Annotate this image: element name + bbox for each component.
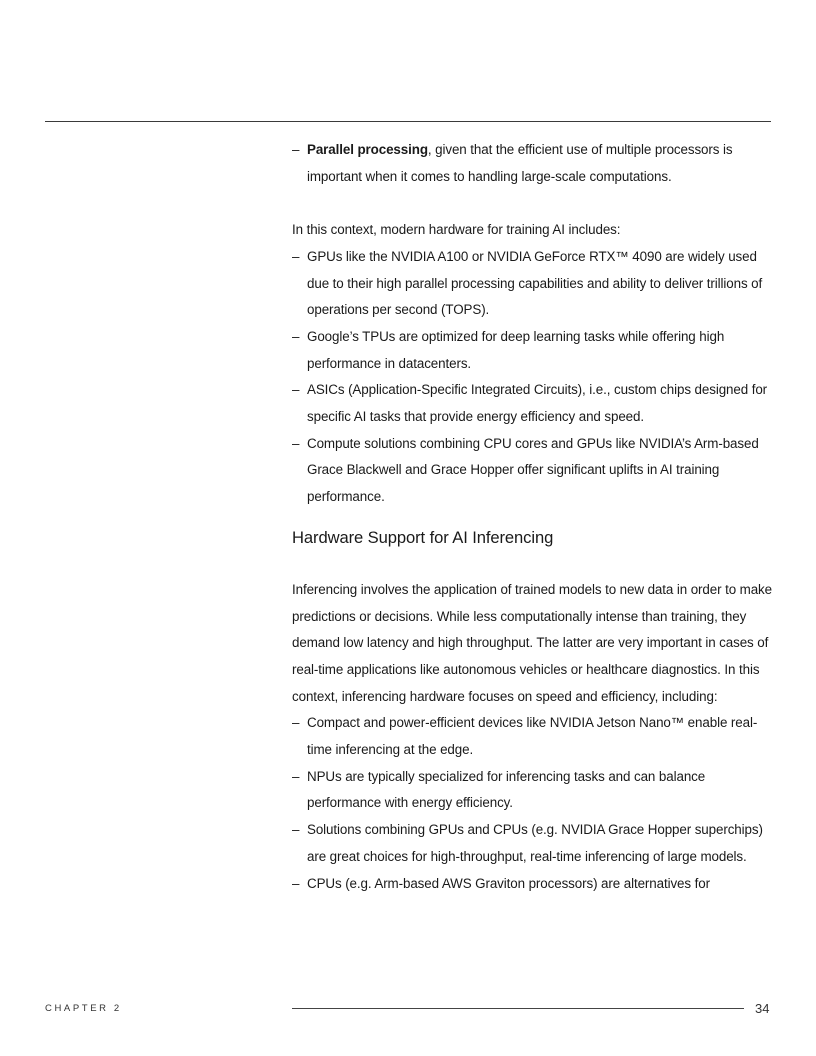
bullet-dash: – (292, 435, 300, 451)
bullet-text: Compute solutions combining CPU cores and GPUs like NVIDIA’s Arm-based Grace Blackwell and Grace Hopper offer significant uplifts in AI training performance. (307, 435, 759, 505)
training-bullet-list (292, 244, 774, 511)
bullet-text: CPUs (e.g. Arm-based AWS Graviton processors) are alternatives for (307, 875, 710, 891)
footer-chapter-label: CHAPTER 2 (45, 1003, 122, 1014)
section-heading: Hardware Support for AI Inferencing (292, 527, 554, 547)
inferencing-bullet-list (292, 710, 774, 897)
bullet-text: Google’s TPUs are optimized for deep learning tasks while offering high performance in datacenters. (307, 328, 725, 371)
bullet-dash: – (292, 822, 300, 838)
bullet-dash: – (292, 142, 300, 157)
list-item (292, 871, 774, 898)
page-number: 34 (755, 1001, 770, 1016)
list-item (292, 324, 774, 377)
list-item (292, 137, 774, 190)
bullet-dash: – (292, 875, 300, 891)
bullet-dash: – (292, 328, 300, 344)
bullet-text: NPUs are typically specialized for inferencing tasks and can balance performance with energy efficiency. (307, 768, 706, 811)
list-item (292, 431, 774, 511)
page-content (292, 137, 774, 897)
bullet-text: Compact and power-efficient devices like NVIDIA Jetson Nano™ enable real-time inferencing at the edge. (307, 715, 758, 758)
bullet-dash: – (292, 248, 300, 264)
intro-bullet-list (292, 137, 774, 190)
bullet-text: ASICs (Application-Specific Integrated Circuits), i.e., custom chips designed for specific AI tasks that provide energy efficiency and speed. (307, 382, 768, 425)
bullet-text: Solutions combining GPUs and CPUs (e.g. NVIDIA Grace Hopper superchips) are great choices for high-throughput, real-time inferencing of large models. (307, 822, 763, 864)
list-item (292, 764, 774, 817)
list-item (292, 244, 774, 324)
footer-divider (292, 1008, 744, 1009)
header-divider (45, 121, 771, 122)
list-item (292, 377, 774, 430)
bullet-dash: – (292, 382, 300, 398)
inferencing-paragraph: Inferencing involves the application of trained models to new data in order to make predictions or decisions. While less computationally intense than training, they demand low latency and high throughput. The latter are very important in cases of real-time applications like autonomous vehicles or healthcare diagnostics. In this context, inferencing hardware focuses on speed and efficiency, including: (292, 581, 773, 704)
bullet-text: GPUs like the NVIDIA A100 or NVIDIA GeForce RTX™ 4090 are widely used due to their high parallel processing capabilities and ability to deliver trillions of operations per second (TOPS). (307, 248, 763, 318)
bullet-dash: – (292, 768, 300, 784)
training-intro: In this context, modern hardware for training AI includes: (292, 222, 621, 238)
bullet-dash: – (292, 715, 300, 731)
list-item (292, 817, 774, 870)
list-item (292, 710, 774, 763)
bullet-lead: Parallel processing (307, 142, 428, 157)
bullet-text: , given that the efficient use of multiple processors is important when it comes to handling large-scale computations. (307, 142, 733, 184)
